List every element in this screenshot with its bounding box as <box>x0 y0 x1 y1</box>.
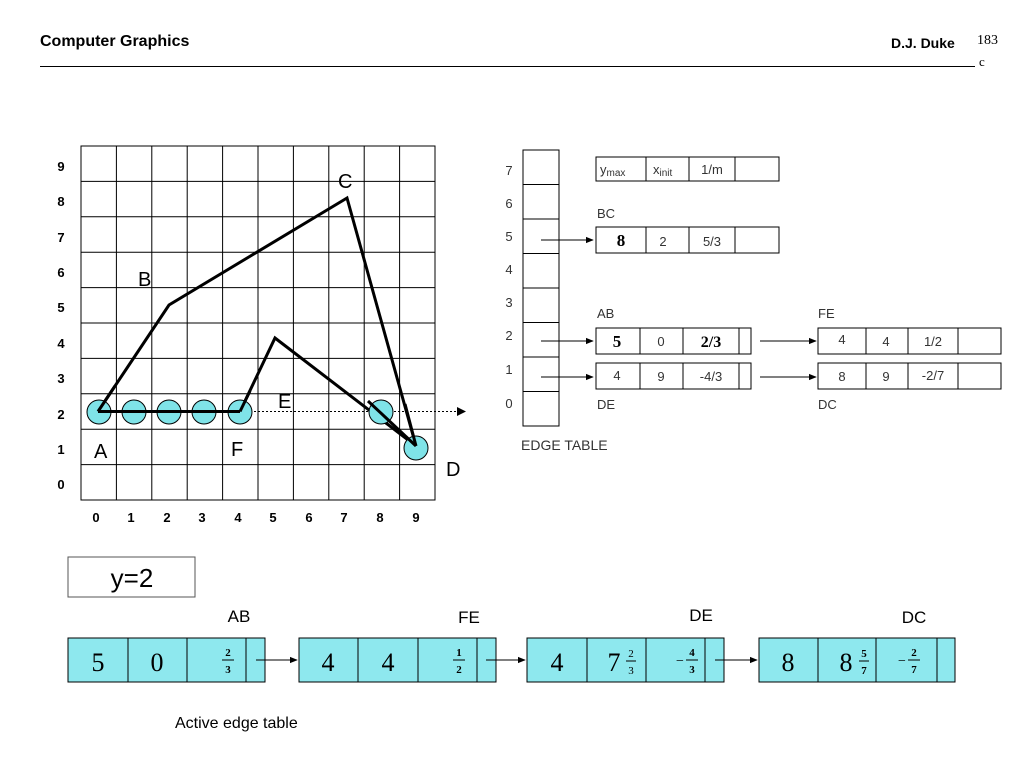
vertex-label-f: F <box>231 439 244 461</box>
x-tick: 9 <box>412 510 420 525</box>
x-tick: 8 <box>376 510 384 525</box>
aet-de-ymax: 4 <box>550 648 564 677</box>
et-edge-name-de: DE <box>597 397 616 412</box>
scanline-arrowhead <box>457 407 466 416</box>
de-xinit: 9 <box>657 369 665 384</box>
y-tick: 6 <box>57 265 65 280</box>
et-row-label: 5 <box>505 229 513 244</box>
scanline-label: y=2 <box>110 563 154 593</box>
et-row-label: 6 <box>505 196 513 211</box>
fe-inv-slope: 1/2 <box>923 334 943 349</box>
et-edge-name-ab: AB <box>597 306 615 321</box>
aet-de-slope-den: 3 <box>689 664 695 676</box>
aet-de-x-num: 2 <box>628 648 634 660</box>
x-tick: 7 <box>340 510 348 525</box>
aet-dc-slope-sign: − <box>898 654 906 669</box>
ab-inv-slope: 2/3 <box>700 334 722 351</box>
edge-table <box>505 150 1001 453</box>
x-tick: 0 <box>92 510 100 525</box>
vertex-label-a: A <box>94 441 108 463</box>
aet-de-x-whole: 7 <box>607 648 621 677</box>
x-tick: 6 <box>305 510 313 525</box>
vertex-label-e: E <box>278 391 292 413</box>
x-tick: 3 <box>198 510 206 525</box>
fe-ymax: 4 <box>838 332 846 347</box>
aet-dc-slope-den: 7 <box>911 664 917 676</box>
aet-dc-slope-num: 2 <box>911 647 917 659</box>
fe-xinit: 4 <box>882 334 890 349</box>
y-tick: 8 <box>57 194 65 209</box>
bc-ymax: 8 <box>616 231 626 250</box>
y-tick: 5 <box>57 300 65 315</box>
dc-inv-slope: -2/7 <box>921 368 945 383</box>
aet-fe-slope-den: 2 <box>456 664 462 676</box>
edge-table-label: EDGE TABLE <box>521 437 608 453</box>
et-row-label: 4 <box>505 262 513 277</box>
dc-xinit: 9 <box>882 369 890 384</box>
aet-fe-x: 4 <box>381 648 395 677</box>
y-tick: 0 <box>57 477 65 492</box>
et-row-label: 1 <box>505 362 513 377</box>
header-ymax: ymax <box>600 162 626 179</box>
y-axis-ticks <box>57 159 65 492</box>
aet-dc-ymax: 8 <box>781 648 795 677</box>
aet-de-x-den: 3 <box>628 665 634 677</box>
x-tick: 2 <box>163 510 171 525</box>
x-tick: 1 <box>127 510 135 525</box>
et-edge-name-bc: BC <box>597 206 616 221</box>
y-tick: 1 <box>57 442 65 457</box>
aet-ab-ymax: 5 <box>91 648 105 677</box>
et-row-label: 7 <box>505 163 513 178</box>
vertex-label-c: C <box>338 171 353 193</box>
aet-dc-x-den: 7 <box>861 665 867 677</box>
bc-inv-slope: 5/3 <box>702 234 722 249</box>
x-tick: 5 <box>269 510 277 525</box>
y-tick: 3 <box>57 371 65 386</box>
aet-edge-name-de: DE <box>689 606 713 625</box>
aet-de-slope-sign: − <box>676 654 684 669</box>
aet-ab-slope-num: 2 <box>225 647 231 659</box>
y-tick: 7 <box>57 230 65 245</box>
y-tick: 9 <box>57 159 65 174</box>
header-subscript: c <box>979 54 985 69</box>
aet-edge-name-ab: AB <box>227 607 251 626</box>
aet-edge-name-fe: FE <box>458 608 480 627</box>
aet-de-slope-num: 4 <box>689 647 695 659</box>
et-row-label: 2 <box>505 328 513 343</box>
aet-caption: Active edge table <box>175 715 298 732</box>
aet-ab-x: 0 <box>150 648 164 677</box>
page-number: 183 <box>977 33 998 48</box>
x-tick: 4 <box>234 510 242 525</box>
ab-ymax: 5 <box>612 332 622 351</box>
et-row-label: 0 <box>505 396 513 411</box>
et-edge-name-fe: FE <box>818 306 835 321</box>
polygon-edge-afed <box>98 338 416 446</box>
slide-title: Computer Graphics <box>40 33 190 50</box>
aet-fe-ymax: 4 <box>321 648 335 677</box>
x-axis-ticks <box>92 510 419 525</box>
et-row-label: 3 <box>505 295 513 310</box>
active-edge-table <box>68 606 955 732</box>
author-name: D.J. Duke <box>891 35 955 51</box>
vertex-label-b: B <box>138 269 152 291</box>
de-inv-slope: -4/3 <box>699 369 723 384</box>
header-inv-slope: 1/m <box>701 162 723 177</box>
vertex-label-d: D <box>446 459 461 481</box>
aet-dc-x-num: 5 <box>861 648 867 660</box>
y-tick: 4 <box>57 336 65 351</box>
bc-xinit: 2 <box>659 234 667 249</box>
y-tick: 2 <box>57 407 65 422</box>
aet-fe-slope-num: 1 <box>456 647 462 659</box>
aet-edge-name-dc: DC <box>901 608 927 627</box>
header-xinit: xinit <box>653 162 673 179</box>
et-edge-name-dc: DC <box>818 397 837 412</box>
aet-ab-slope-den: 3 <box>225 664 231 676</box>
ab-xinit: 0 <box>657 334 665 349</box>
aet-dc-x-whole: 8 <box>839 648 853 677</box>
dc-ymax: 8 <box>838 369 846 384</box>
de-ymax: 4 <box>613 368 621 383</box>
